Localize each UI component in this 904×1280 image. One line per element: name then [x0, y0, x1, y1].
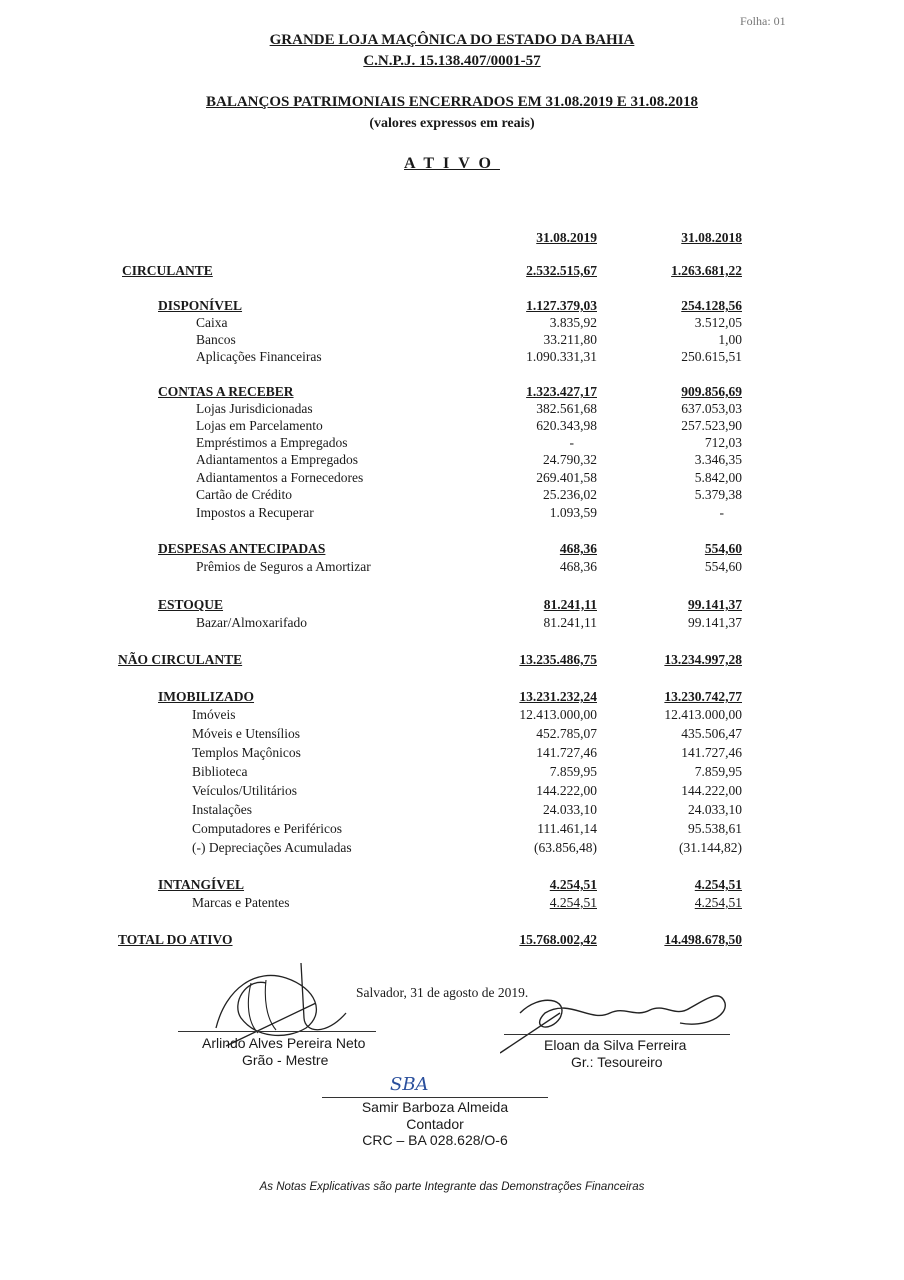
value-2018: 435.506,47 [681, 726, 742, 741]
value-2019: 15.768.002,42 [519, 932, 597, 947]
value-2019: 1.093,59 [549, 505, 597, 520]
value-2019: 13.231.232,24 [519, 689, 597, 704]
row-label: Bancos [196, 332, 236, 347]
line-item-row [0, 469, 904, 487]
value-2018: 4.254,51 [694, 877, 742, 892]
value-2019: - [569, 435, 574, 450]
value-2019: 620.343,98 [536, 418, 597, 433]
column-header-2019: 31.08.2019 [536, 230, 597, 245]
value-2019: 81.241,11 [543, 615, 597, 630]
row-label: INTANGÍVEL [158, 877, 245, 892]
section-row [0, 262, 904, 280]
page-number: Folha: 01 [740, 14, 786, 28]
grand-master-role: Grão - Mestre [242, 1052, 329, 1068]
value-2019: 1.127.379,03 [526, 298, 597, 313]
row-label: Marcas e Patentes [192, 895, 290, 910]
value-2019: 2.532.515,67 [526, 263, 597, 278]
row-label: Templos Maçônicos [192, 745, 301, 760]
value-2019: 81.241,11 [543, 597, 597, 612]
value-2019: 13.235.486,75 [519, 652, 597, 667]
row-label: Instalações [192, 802, 252, 817]
column-header-row [0, 229, 904, 247]
value-2019: 468,36 [559, 559, 597, 574]
row-label: IMOBILIZADO [158, 689, 255, 704]
line-item-row [0, 820, 904, 838]
value-2019: 141.727,46 [536, 745, 597, 760]
row-label: NÃO CIRCULANTE [118, 652, 243, 667]
cnpj: C.N.P.J. 15.138.407/0001-57 [363, 53, 541, 69]
grand-master-name: Arlindo Alves Pereira Neto [202, 1035, 366, 1051]
value-2018: 99.141,37 [688, 597, 742, 612]
row-label: DISPONÍVEL [158, 298, 243, 313]
section-row [0, 651, 904, 669]
place-date: Salvador, 31 de agosto de 2019. [356, 985, 529, 1000]
value-2018: 257.523,90 [681, 418, 742, 433]
group-row [0, 297, 904, 315]
line-item-row [0, 839, 904, 857]
value-2018: 24.033,10 [688, 802, 742, 817]
line-item-row [0, 451, 904, 469]
value-2018: 3.346,35 [694, 452, 742, 467]
value-2019: 7.859,95 [549, 764, 597, 779]
line-item-row [0, 400, 904, 418]
value-2018: 3.512,05 [694, 315, 742, 330]
accountant-name: Samir Barboza Almeida [361, 1099, 509, 1115]
organization-name: GRANDE LOJA MAÇÔNICA DO ESTADO DA BAHIA [269, 32, 635, 48]
line-item-row [0, 614, 904, 632]
value-2019: (63.856,48) [534, 840, 597, 855]
row-label: Adiantamentos a Fornecedores [196, 470, 364, 485]
value-2018: 712,03 [704, 435, 742, 450]
row-label: Veículos/Utilitários [192, 783, 297, 798]
line-item-row [0, 782, 904, 800]
value-2019: 144.222,00 [536, 783, 597, 798]
svg-text:SBA: SBA [390, 1074, 429, 1095]
value-2018: 99.141,37 [688, 615, 742, 630]
row-label: Lojas Jurisdicionadas [196, 401, 313, 416]
value-2018: 13.230.742,77 [664, 689, 742, 704]
line-item-row [0, 434, 904, 452]
document-title: BALANÇOS PATRIMONIAIS ENCERRADOS EM 31.08.2019 E 31.08.2018 [206, 94, 698, 110]
accountant-signature-line [322, 1097, 548, 1098]
document-subtitle: (valores expressos em reais) [369, 116, 535, 131]
value-2018: 554,60 [704, 559, 742, 574]
row-label: Biblioteca [192, 764, 248, 779]
row-label: Impostos a Recuperar [196, 505, 314, 520]
row-label: CONTAS A RECEBER [158, 384, 294, 399]
row-label: (-) Depreciações Acumuladas [192, 840, 352, 855]
row-label: TOTAL DO ATIVO [118, 932, 233, 947]
group-row [0, 688, 904, 706]
value-2018: 1,00 [718, 332, 742, 347]
row-label: ESTOQUE [158, 597, 224, 612]
row-label: CIRCULANTE [122, 263, 213, 278]
value-2018: 144.222,00 [681, 783, 742, 798]
line-item-row [0, 725, 904, 743]
value-2018: 5.379,38 [694, 487, 742, 502]
value-2018: 95.538,61 [688, 821, 742, 836]
group-row [0, 876, 904, 894]
value-2019: 269.401,58 [536, 470, 597, 485]
group-row [0, 383, 904, 401]
value-2018: 254.128,56 [681, 298, 742, 313]
row-label: Adiantamentos a Empregados [196, 452, 358, 467]
line-item-row [0, 486, 904, 504]
treasurer-role: Gr.: Tesoureiro [571, 1054, 663, 1070]
row-label: Aplicações Financeiras [196, 349, 322, 364]
value-2018: 250.615,51 [681, 349, 742, 364]
value-2018: 909.856,69 [681, 384, 742, 399]
grand-master-signature-line [178, 1031, 376, 1032]
line-item-row [0, 801, 904, 819]
line-item-row [0, 314, 904, 332]
line-item-row [0, 348, 904, 366]
value-2019: 24.790,32 [543, 452, 597, 467]
value-2018: 14.498.678,50 [664, 932, 742, 947]
section-row [0, 931, 904, 949]
value-2018: 554,60 [704, 541, 742, 556]
value-2019: 25.236,02 [543, 487, 597, 502]
value-2018: 1.263.681,22 [671, 263, 742, 278]
accountant-role: Contador [406, 1116, 464, 1132]
column-header-2018: 31.08.2018 [681, 230, 742, 245]
section-title: ATIVO [404, 155, 500, 172]
row-label: Móveis e Utensílios [192, 726, 300, 741]
value-2019: 24.033,10 [543, 802, 597, 817]
value-2019: 3.835,92 [549, 315, 597, 330]
value-2019: 111.461,14 [537, 821, 597, 836]
value-2018: 13.234.997,28 [664, 652, 742, 667]
value-2019: 452.785,07 [536, 726, 597, 741]
group-row [0, 540, 904, 558]
group-row [0, 596, 904, 614]
value-2018: 7.859,95 [694, 764, 742, 779]
treasurer-signature-line [504, 1034, 730, 1035]
row-label: Cartão de Crédito [196, 487, 292, 502]
value-2018: 637.053,03 [681, 401, 742, 416]
value-2019: 12.413.000,00 [519, 707, 597, 722]
footer-note: As Notas Explicativas são parte Integrante das Demonstrações Financeiras [259, 1181, 645, 1193]
line-item-row [0, 558, 904, 576]
row-label: DESPESAS ANTECIPADAS [158, 541, 326, 556]
row-label: Prêmios de Seguros a Amortizar [196, 559, 371, 574]
line-item-row [0, 744, 904, 762]
value-2019: 382.561,68 [536, 401, 597, 416]
value-2018: (31.144,82) [679, 840, 742, 855]
accountant-initials [388, 1070, 448, 1098]
value-2019: 468,36 [559, 541, 597, 556]
line-item-row [0, 894, 904, 912]
value-2019: 1.323.427,17 [526, 384, 597, 399]
value-2019: 4.254,51 [549, 877, 597, 892]
row-label: Imóveis [192, 707, 236, 722]
value-2018: 4.254,51 [694, 895, 742, 910]
value-2019: 1.090.331,31 [526, 349, 597, 364]
row-label: Lojas em Parcelamento [196, 418, 323, 433]
value-2018: 12.413.000,00 [664, 707, 742, 722]
row-label: Computadores e Periféricos [192, 821, 342, 836]
value-2019: 33.211,80 [543, 332, 597, 347]
value-2018: - [719, 505, 724, 520]
line-item-row [0, 763, 904, 781]
line-item-row [0, 504, 904, 522]
row-label: Bazar/Almoxarifado [196, 615, 307, 630]
line-item-row [0, 331, 904, 349]
line-item-row [0, 706, 904, 724]
row-label: Empréstimos a Empregados [196, 435, 348, 450]
row-label: Caixa [196, 315, 228, 330]
value-2018: 141.727,46 [681, 745, 742, 760]
value-2019: 4.254,51 [549, 895, 597, 910]
treasurer-name: Eloan da Silva Ferreira [544, 1037, 687, 1053]
value-2018: 5.842,00 [694, 470, 742, 485]
line-item-row [0, 417, 904, 435]
accountant-crc: CRC – BA 028.628/O-6 [362, 1132, 508, 1148]
